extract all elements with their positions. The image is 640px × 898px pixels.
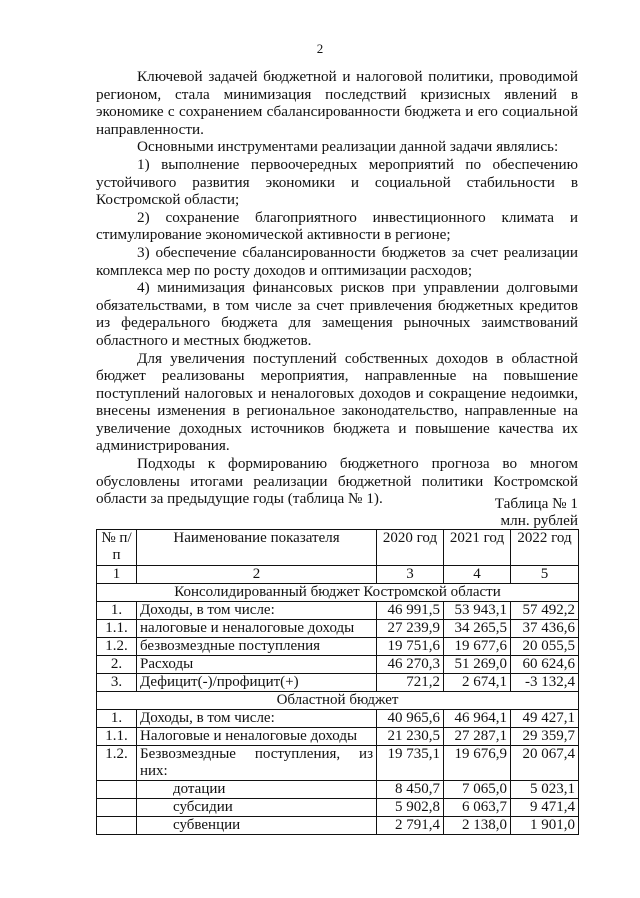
section-title: Областной бюджет bbox=[97, 692, 579, 710]
table-row bbox=[97, 602, 579, 620]
row-number: 1.2. bbox=[97, 746, 137, 781]
value-2022: 9 471,4 bbox=[511, 799, 579, 817]
value-2021: 6 063,7 bbox=[444, 799, 511, 817]
value-2022: 1 901,0 bbox=[511, 817, 579, 835]
value-2020: 46 991,5 bbox=[377, 602, 444, 620]
row-number: 1.1. bbox=[97, 620, 137, 638]
header-2020: 2020 год bbox=[377, 530, 444, 566]
row-number bbox=[97, 799, 137, 817]
column-number-row bbox=[97, 566, 579, 584]
body-text bbox=[96, 68, 578, 508]
list-item: 1) выполнение первоочередных мероприятий по обеспечению устойчивого развития экономики и социальной стабильности в Костромской области; bbox=[96, 155, 578, 209]
header-2021: 2021 год bbox=[444, 530, 511, 566]
row-name: субвенции bbox=[137, 817, 377, 835]
value-2022: 49 427,1 bbox=[511, 710, 579, 728]
paragraph: Основными инструментами реализации данной задачи являлись: bbox=[137, 138, 559, 156]
header-name: Наименование показателя bbox=[137, 530, 377, 566]
row-number: 1. bbox=[97, 602, 137, 620]
column-number: 3 bbox=[377, 566, 444, 584]
value-2022: 29 359,7 bbox=[511, 728, 579, 746]
value-2022: 60 624,6 bbox=[511, 656, 579, 674]
value-2021: 53 943,1 bbox=[444, 602, 511, 620]
value-2020: 40 965,6 bbox=[377, 710, 444, 728]
row-name: Доходы, в том числе: bbox=[137, 602, 377, 620]
value-2020: 27 239,9 bbox=[377, 620, 444, 638]
column-number: 5 bbox=[511, 566, 579, 584]
table-row bbox=[97, 746, 579, 781]
row-name: Безвозмездные поступления, из них: bbox=[137, 746, 377, 781]
row-number: 1.1. bbox=[97, 728, 137, 746]
table-row bbox=[97, 674, 579, 692]
value-2020: 46 270,3 bbox=[377, 656, 444, 674]
value-2021: 19 677,6 bbox=[444, 638, 511, 656]
value-2022: 37 436,6 bbox=[511, 620, 579, 638]
section-title: Консолидированный бюджет Костромской области bbox=[97, 584, 579, 602]
header-2022: 2022 год bbox=[511, 530, 579, 566]
value-2020: 21 230,5 bbox=[377, 728, 444, 746]
table-row bbox=[97, 638, 579, 656]
paragraph: Для увеличения поступлений собственных доходов в областной бюджет реализованы мероприятия, направленные на повышение поступлений налоговых и неналоговых доходов и сокращение недоимки, внесены изменения в региональное законодательство, направленные на увеличение доходных источников бюджета и повышение качества их администрирования. bbox=[96, 349, 578, 455]
row-name: дотации bbox=[137, 781, 377, 799]
list-item: 2) сохранение благоприятного инвестиционного климата и стимулирование экономической активности в регионе; bbox=[96, 208, 578, 244]
column-number: 2 bbox=[137, 566, 377, 584]
value-2021: 51 269,0 bbox=[444, 656, 511, 674]
list-item: 3) обеспечение сбалансированности бюджетов за счет реализации комплекса мер по росту доходов и оптимизации расходов; bbox=[96, 243, 578, 279]
list-item: 4) минимизация финансовых рисков при управлении долговыми обязательствами, в том числе за счет привлечения бюджетных кредитов из федерального бюджета для замещения рыночных заимствований областного и местных бюджетов. bbox=[96, 279, 578, 349]
row-name: безвозмездные поступления bbox=[137, 638, 377, 656]
table-row bbox=[97, 710, 579, 728]
row-number: 2. bbox=[97, 656, 137, 674]
value-2021: 34 265,5 bbox=[444, 620, 511, 638]
table-unit: млн. рублей bbox=[500, 512, 578, 529]
row-number: 3. bbox=[97, 674, 137, 692]
table-row bbox=[97, 656, 579, 674]
row-name: налоговые и неналоговые доходы bbox=[137, 620, 377, 638]
table-header-row bbox=[97, 530, 579, 566]
value-2020: 5 902,8 bbox=[377, 799, 444, 817]
value-2020: 8 450,7 bbox=[377, 781, 444, 799]
value-2022: 20 055,5 bbox=[511, 638, 579, 656]
table-row bbox=[97, 781, 579, 799]
column-number: 1 bbox=[97, 566, 137, 584]
row-name: Расходы bbox=[137, 656, 377, 674]
value-2021: 2 138,0 bbox=[444, 817, 511, 835]
value-2020: 19 735,1 bbox=[377, 746, 444, 781]
value-2021: 19 676,9 bbox=[444, 746, 511, 781]
value-2021: 27 287,1 bbox=[444, 728, 511, 746]
value-2022: 20 067,4 bbox=[511, 746, 579, 781]
value-2022: -3 132,4 bbox=[511, 674, 579, 692]
table-row bbox=[97, 620, 579, 638]
header-number: № п/п bbox=[97, 530, 137, 566]
row-number: 1. bbox=[97, 710, 137, 728]
row-number bbox=[97, 781, 137, 799]
row-name: субсидии bbox=[137, 799, 377, 817]
value-2021: 2 674,1 bbox=[444, 674, 511, 692]
value-2020: 721,2 bbox=[377, 674, 444, 692]
value-2022: 5 023,1 bbox=[511, 781, 579, 799]
row-name: Доходы, в том числе: bbox=[137, 710, 377, 728]
paragraph: Подходы к формированию бюджетного прогноза во многом обусловлены итогами реализации бюджетной политики Костромской области за предыдущие годы (таблица № 1). bbox=[96, 455, 578, 508]
section-row bbox=[97, 584, 579, 602]
table-row bbox=[97, 799, 579, 817]
table-row bbox=[97, 728, 579, 746]
section-row bbox=[97, 692, 579, 710]
budget-table bbox=[96, 529, 579, 835]
row-number: 1.2. bbox=[97, 638, 137, 656]
row-name: Дефицит(-)/профицит(+) bbox=[137, 674, 377, 692]
value-2020: 19 751,6 bbox=[377, 638, 444, 656]
row-number bbox=[97, 817, 137, 835]
value-2021: 46 964,1 bbox=[444, 710, 511, 728]
table-caption: Таблица № 1 bbox=[494, 495, 578, 512]
paragraph: Ключевой задачей бюджетной и налоговой политики, проводимой регионом, стала минимизация последствий кризисных явлений в экономике с сохранением сбалансированности бюджета и его социальной направленности. bbox=[96, 68, 578, 138]
value-2022: 57 492,2 bbox=[511, 602, 579, 620]
row-name: Налоговые и неналоговые доходы bbox=[137, 728, 377, 746]
column-number: 4 bbox=[444, 566, 511, 584]
page-number: 2 bbox=[316, 41, 324, 56]
table-row bbox=[97, 817, 579, 835]
value-2020: 2 791,4 bbox=[377, 817, 444, 835]
value-2021: 7 065,0 bbox=[444, 781, 511, 799]
